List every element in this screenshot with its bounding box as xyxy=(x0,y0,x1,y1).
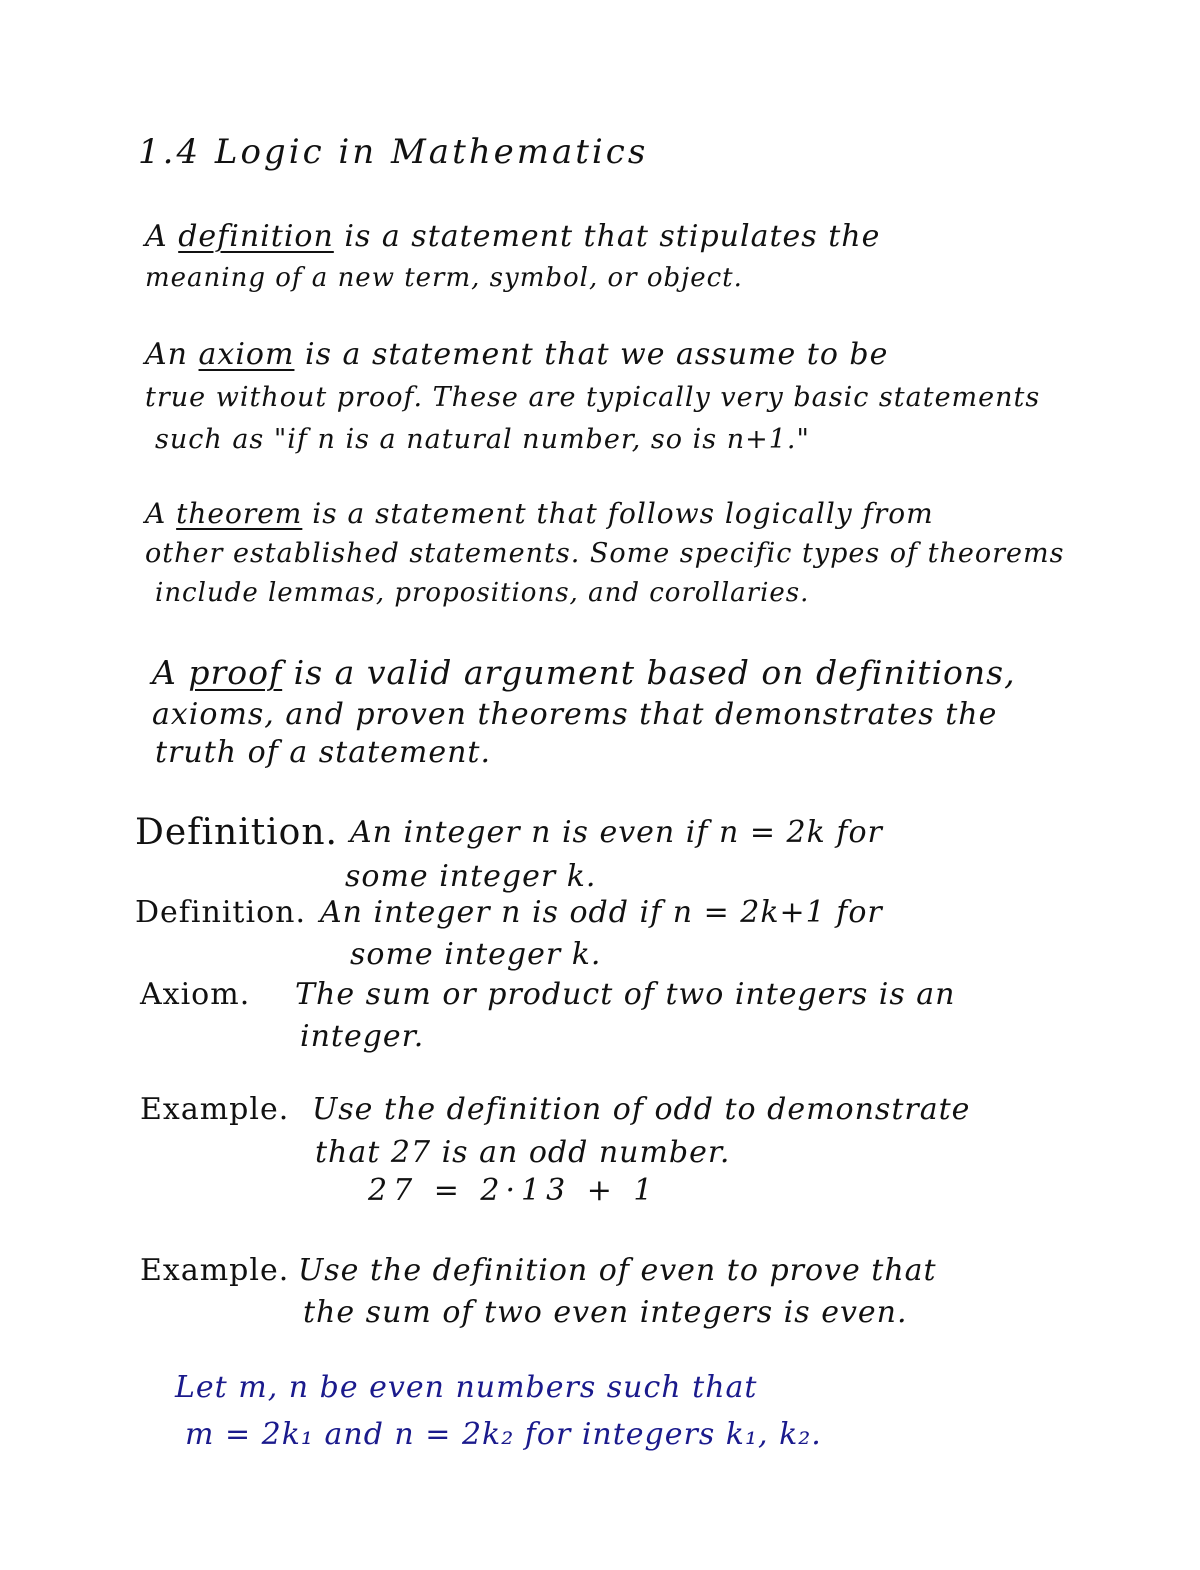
axiom-term: axiom xyxy=(198,337,295,372)
axiom-line2: integer. xyxy=(300,1019,425,1054)
example1-line2: that 27 is an odd number. xyxy=(315,1135,731,1170)
theorem-term: theorem xyxy=(176,497,303,530)
example2-line1: Use the definition of even to prove that xyxy=(298,1253,937,1288)
proof-work-line2: m = 2k₁ and n = 2k₂ for integers k₁, k₂. xyxy=(185,1417,822,1452)
proof-para-line2: axioms, and proven theorems that demonstrates the xyxy=(152,697,998,732)
definition-prefix: A xyxy=(145,219,179,254)
def-even-line2: some integer k. xyxy=(345,859,597,894)
proof-prefix: A xyxy=(152,653,189,692)
def-odd-line2: some integer k. xyxy=(350,937,602,972)
example1-equation: 27 = 2·13 + 1 xyxy=(368,1173,659,1208)
axiom-suffix: is a statement that we assume to be xyxy=(294,337,889,372)
def-even-line1: An integer n is even if n = 2k for xyxy=(350,815,883,850)
def-even-label: Definition. xyxy=(135,812,338,853)
example1-line1: Use the definition of odd to demonstrate xyxy=(312,1092,971,1127)
proof-para-line3: truth of a statement. xyxy=(155,735,492,770)
theorem-suffix: is a statement that follows logically from xyxy=(302,497,934,530)
example2-line2: the sum of two even integers is even. xyxy=(303,1295,908,1330)
def-odd-label: Definition. xyxy=(135,895,306,930)
axiom-para-line2: true without proof. These are typically very basic statements xyxy=(145,382,1041,413)
axiom-para-line3: such as "if n is a natural number, so is n+1." xyxy=(155,424,810,455)
proof-work-line1: Let m, n be even numbers such that xyxy=(175,1370,758,1405)
axiom-prefix: An xyxy=(145,337,199,372)
theorem-para-line3: include lemmas, propositions, and corollaries. xyxy=(155,578,810,608)
proof-term: proof xyxy=(188,653,283,692)
example1-label: Example. xyxy=(140,1092,290,1127)
theorem-para-line2: other established statements. Some specific types of theorems xyxy=(145,538,1065,569)
axiom-para-line1 xyxy=(145,337,889,372)
axiom-line1: The sum or product of two integers is an xyxy=(295,977,956,1012)
section-title: 1.4 Logic in Mathematics xyxy=(138,132,649,172)
theorem-prefix: A xyxy=(145,497,177,530)
theorem-para-line1 xyxy=(145,497,934,530)
proof-suffix: is a valid argument based on definitions, xyxy=(282,653,1016,692)
definition-para-line1 xyxy=(145,219,881,254)
def-odd-line1: An integer n is odd if n = 2k+1 for xyxy=(320,895,883,930)
example2-label: Example. xyxy=(140,1253,290,1288)
definition-para-line2: meaning of a new term, symbol, or object. xyxy=(145,263,743,293)
proof-para-line1 xyxy=(152,653,1016,692)
definition-term: definition xyxy=(178,219,334,254)
definition-suffix: is a statement that stipulates the xyxy=(333,219,881,254)
axiom-label: Axiom. xyxy=(140,977,251,1012)
